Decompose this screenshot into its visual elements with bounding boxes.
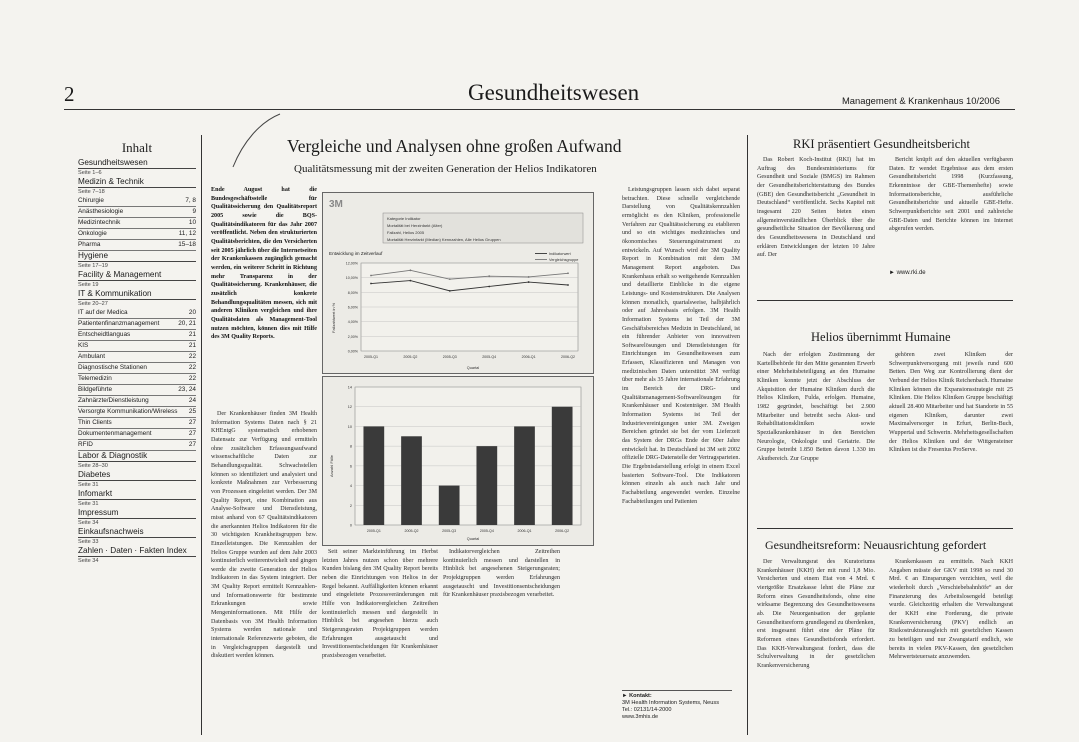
contents-item	[78, 330, 196, 341]
main-col-3-text: Leistungsgruppen lassen sich dabei separat betrachten. Diese schnelle vergleichende Darstellung von Qualitätskennzahlen ermöglicht es den Kliniken, professionelle Verfahren zur Qualitätssicherung zu etablieren und so ein wichtiges medizinisches und ökonomisches Steuerungsinstrument zu entwickeln. Auf Wunsch wird der 3M Quality Report in Kombination mit dem 3M Management Report angeboten. Das Krankenhaus erhält so weitgehende Kennzahlen und detaillierte Einblicke in die eigene Leistungs- und Kostenstrukturen. Die Analysen können monatlich, quartalsweise, halbjährlich oder auf Jahresbasis erfolgen. 3M Health Information Systems ist Teil der 3M Geschäftsbereiches Medizin in Deutschland, ist ein führender Anbieter von innovativen Softwarelösungen und Dienstleistungen für Einrichtungen im Gesundheitswesen zum Erfassen, Klassifizieren und Managen von medizinischen Daten unterstützt 3M verfügt über mehr als 35 Jahre internationale Erfahrung im Bereich der DRG- und Qualitätsmanagement-Softwarelösungen für Krankenhäuser und Kostenträger. 3M Health Information Systems ist Teil der Industrievereinigungen unter 3M. Zweigen Bereichen gründet sie bei der vom Lieferzeit das System der DRGs Ende der 60er Jahre entwickelt hat. In Deutschland ist 3M seit 2002 offizielle DRG-Datenstelle der Vertragsparteien. Die Ergebnisdarstellung erfolgt in einem Excel basierten Software-Tool. Die Indikatoren können einzeln als auch nach Jahr und Fachabteilung angewendet werden. Einzelne Fachabteilungen und Patienten	[622, 187, 740, 505]
line-y-tick-label: 2,00%	[347, 334, 358, 339]
contents-item-label: Pharma	[78, 241, 101, 248]
contents-item-page: 22	[188, 364, 196, 371]
bar-y-tick-label: 2	[349, 503, 352, 508]
contents-item	[78, 319, 196, 330]
line-point	[449, 290, 451, 292]
bar	[552, 407, 573, 525]
rki-col-1	[757, 156, 875, 278]
decorative-curve	[225, 112, 285, 172]
contents-item	[78, 207, 196, 218]
helios-headline: Helios übernimmt Humaine	[811, 330, 951, 344]
main-col-1	[211, 410, 317, 735]
bar	[476, 446, 497, 525]
contents-item-label: KIS	[78, 342, 89, 349]
line-x-tick-label: 2005-Q3	[442, 355, 457, 359]
contents-item-page: 15–18	[178, 241, 196, 248]
chart-legend-1: Indikatorwert	[549, 252, 571, 256]
bar-y-tick-label: 10	[347, 424, 352, 429]
line-point	[528, 276, 530, 278]
helios-col-2	[889, 351, 1013, 521]
line-y-tick-label: 10,00%	[345, 276, 358, 281]
contents-section-pages: Seite 34	[78, 558, 99, 564]
contents-item-page: 9	[192, 208, 196, 215]
contents-item-label: IT auf der Medica	[78, 309, 128, 316]
contents-item-label: Ambulant	[78, 353, 105, 360]
line-y-tick-label: 0,00%	[347, 349, 358, 354]
line-x-tick-label: 2005-Q4	[482, 355, 497, 359]
contact-box	[622, 690, 732, 721]
contents-section: Facility & Management	[78, 270, 196, 281]
chart-panel-title: Entwicklung im Zeitverlauf	[329, 251, 383, 256]
contents-title: Inhalt	[121, 140, 153, 155]
reform-col-1	[757, 558, 875, 738]
contents-item-label: Medizintechnik	[78, 219, 121, 226]
line-y-tick-label: 4,00%	[347, 320, 358, 325]
bar-plot-area	[355, 387, 581, 525]
bar	[439, 486, 460, 525]
bar-chart-y-label: Anzahl Fälle	[329, 454, 334, 477]
line-point	[410, 269, 412, 271]
contents-item-page: 21	[188, 342, 196, 349]
contents-item-page: 23, 24	[178, 386, 196, 393]
contents-item-page: 27	[188, 441, 196, 448]
contents-item-page: 27	[188, 419, 196, 426]
bar-chart	[323, 377, 593, 545]
chart-table-line-3: Fallzahl, Helios 2005	[387, 230, 425, 235]
contents-item	[78, 374, 196, 385]
contents-section: Infomarkt	[78, 489, 196, 500]
line-point	[567, 284, 569, 286]
contents-item	[78, 240, 196, 251]
contents-section-pages: Seite 31	[78, 501, 99, 507]
bar-y-tick-label: 12	[347, 405, 352, 410]
helios-col-2-text: gehören zwei Kliniken der Schwerpunktversorgung mit jeweils rund 600 Betten. Den Weg zur Kontrollierung dient der Verbund der Helios Klinik Reichenbach. Humaine Kliniken können die Expansionsstrategie mit 25 Kliniken. Die Helios Kliniken Gruppe beschäftigt aktuell 28.400 Mitarbeiter und hat Standorte in 55 eigenen Kliniken, darunter zwei Maximalversorger in Erfurt, Berlin-Buch, Wuppertal und Schwerin. Mehrheitsgesellschaften der Helios Kliniken und der Wittgensteiner Kliniken ist die Fresenius ProServe.	[889, 352, 1013, 454]
bar-x-tick-label: 2006-Q1	[517, 529, 532, 533]
rki-headline: RKI präsentiert Gesundheitsbericht	[793, 137, 971, 151]
bar-x-tick-label: 2005-Q2	[404, 529, 419, 533]
rki-col-2-text: Bericht knüpft auf den aktuellen verfügbaren Daten. Er wendet Ergebnisse aus dem ersten Gesundheitsbericht 1998 (Kurzfassung, Erkenntnisse der GBE-Themenhefte) sowie Informationsberichte, ausführliche Gesundheitsberichte und aktuelle GBE-Hefte. Schwerpunktberichte seit 2001 und zahlreiche GBE-Daten und Berichte können im Internet abgerufen werden.	[889, 157, 1013, 233]
contents-item-page: 11, 12	[178, 230, 196, 237]
main-intro	[211, 186, 317, 408]
contents-section-pages: Seite 7–18	[78, 189, 105, 195]
contents-item-label: Dokumentenmanagement	[78, 430, 152, 437]
main-col-3a-text: Indikatorvergleichen Zeitreihen kontinuierlich messen und darstellen in Hinblick bei angesehenen Steigerungsraten; Projektgruppen werden Erfahrungen ausgetauscht und Investitionsentscheidungen für Krankenhäuser praxisbezogen verarbeitet.	[443, 549, 560, 599]
chart-y-label: Fallzahlwert in %	[331, 302, 336, 333]
line-y-tick-label: 8,00%	[347, 290, 358, 295]
contents-item	[78, 352, 196, 363]
contents-item	[78, 440, 196, 451]
main-intro-text: Ende August hat die Bundesgeschäftsstelle für Qualitätssicherung den Qualitätsreport 2005 sowie die BQS-Qualitätsindikatoren für das Jahr 2007 veröffentlicht. Neben den strukturierten Qualitätsberichten, die den Versicherten seit 2005 jährlich über die Internetseiten der Krankenkassen zugänglich gemacht werden, ein weiterer Schritt in Richtung mehr Transparenz in der Qualitätssicherung. Krankenhäuser, die zusätzlich konkrete Behandlungsqualitäten messen, sich mit anderen Kliniken vergleichen und ihre Qualitätsdaten als Management-Tool nutzen möchten, können dies mit Hilfe des 3M Quality Reports.	[211, 187, 317, 341]
bar	[401, 436, 422, 525]
contents-list	[78, 158, 196, 565]
chart-table-line-4: Mortalität Herzinfarkt (Median) Kennzahlen, Alle Helios Gruppen	[387, 237, 501, 242]
contents-section: IT & Kommunikation	[78, 289, 196, 300]
contents-item	[78, 418, 196, 429]
contents-item	[78, 396, 196, 407]
rki-bottom-rule	[757, 300, 1013, 301]
line-y-tick-label: 12,00%	[345, 261, 358, 266]
bar-x-tick-label: 2005-Q4	[479, 529, 494, 533]
contents-section-pages: Seite 17–19	[78, 263, 108, 269]
contents-section: Impressum	[78, 508, 196, 519]
contents-item-label: RFID	[78, 441, 93, 448]
contents-item-label: Bildgeführte	[78, 386, 113, 393]
publication-info: Management & Krankenhaus 10/2006	[842, 95, 1000, 106]
contents-section-pages: Seite 28–30	[78, 463, 108, 469]
contact-line-1: 3M Health Information Systems, Neuss	[622, 700, 719, 706]
contents-item-page: 7, 8	[185, 197, 196, 204]
contents-item	[78, 407, 196, 418]
line-point	[528, 281, 530, 283]
bar-y-tick-label: 14	[347, 385, 352, 390]
line-point	[370, 275, 372, 277]
contents-item	[78, 429, 196, 440]
line-y-tick-label: 6,00%	[347, 305, 358, 310]
reform-col-2-text: Krankenkassen zu ermitteln. Nach KKH Angaben müsste der GKV mit 1998 so rund 30 Mrd. € an Einsparungen verzichten, weil die wiederholt durch „Verschiebebahnhöfe“ an der Finanzierung des Arbeitslosengeld beteiligt wurde. Gleichzeitig erhalten die Verwaltungsrat der KKH eine Forderung, die private Krankenversicherung (PKV) endlich an Risikostrukturausgleich mit gesetzlichen Kassen zu beteiligen und nur Zwangstarif endlich, wie bereits in vielen PKV-Kassen, den gesetzlichen Mehrwertsteuersatz anzuwenden.	[889, 559, 1013, 661]
contact-line-2: Tel.: 02131/14-2000	[622, 707, 672, 713]
contents-item-page: 21	[188, 331, 196, 338]
chart-brand: 3M	[329, 199, 343, 210]
contents-item-page: 10	[188, 219, 196, 226]
section-title: Gesundheitswesen	[468, 80, 640, 105]
main-col-1-text: Der Krankenhäuser finden 3M Health Information Systems Daten nach § 21 KHEntgG systematisch erhobenen Datensatz zur Verfügung und ermitteln ohne zusätzlichen Erfassungsaufwand wissenschaftliche Daten zur Behandlungsqualität. Schwachstellen können so identifiziert und analysiert und konkrete Maßnahmen zur Verbesserung von Prozessen eingeleitet werden. Der 3M Quality Report, eine Kombination aus Analyse-Software und Dienstleistung, misst anhand von 67 Qualitätsindikatoren die anerkannten Helios Indikatoren für die 30 wichtigsten Krankheitsgruppen bzw. Einzelleistungen. Die Kennzahlen der Helios Gruppe wurden auf dem Jahr 2003 kontinuierlich weiterentwickelt und gingen werde die zweite Generation der Helios Indikatoren in das System integriert. Der 3M Quality Report ermittelt Kennzahlen- und Informationswerte für bestimmte Erkrankungen sowie Mengeninformationen. Mit Hilfe der Datenbasis von 3M Health Information Systems werden nationale und internationale Referenzwerte geboten, die in Vergleichsgruppen dargestellt und diskutiert werden können.	[211, 411, 317, 660]
main-headline: Vergleiche und Analysen ohne großen Aufwand	[287, 136, 622, 156]
helios-bottom-rule	[757, 528, 1013, 529]
line-chart	[323, 193, 593, 373]
contents-section-pages: Seite 20–27	[78, 301, 108, 307]
contents-section-pages: Seite 33	[78, 539, 99, 545]
contents-item-page: 27	[188, 430, 196, 437]
contents-section: Medizin & Technik	[78, 177, 196, 188]
line-x-tick-label: 2005-Q1	[364, 355, 378, 359]
bar	[363, 426, 384, 525]
chart-table-line-1: Kategorie Indikator	[387, 216, 421, 221]
contents-section: Hygiene	[78, 251, 196, 262]
page-number: 2	[64, 82, 75, 106]
bar-chart-figure	[322, 376, 594, 546]
contents-item-label: Anästhesiologie	[78, 208, 124, 215]
line-point	[488, 275, 490, 277]
bar	[514, 426, 535, 525]
contents-section-pages: Seite 1–6	[78, 170, 102, 176]
contents-item-label: Patientenfinanzmanagement	[78, 320, 160, 327]
reform-headline: Gesundheitsreform: Neuausrichtung gefordert	[765, 538, 987, 552]
contents-sidebar	[78, 140, 196, 565]
contents-item-page: 25	[188, 408, 196, 415]
bar-y-tick-label: 0	[349, 523, 352, 528]
contents-item-page: 24	[188, 397, 196, 404]
contents-item	[78, 229, 196, 240]
contents-item-label: Entscheidtlanguas	[78, 331, 131, 338]
contents-item-label: Telemedizin	[78, 375, 112, 382]
contents-section: Zahlen · Daten · Fakten Index	[78, 546, 196, 557]
main-col-3a	[443, 548, 560, 736]
chart-legend-2: Vergleichsgruppe	[549, 258, 579, 262]
contents-section: Einkaufsnachweis	[78, 527, 196, 538]
contents-item-label: Thin Clients	[78, 419, 112, 426]
contents-item	[78, 308, 196, 319]
contents-section: Diabetes	[78, 470, 196, 481]
line-point	[449, 278, 451, 280]
right-column-divider	[747, 135, 748, 735]
bar-y-tick-label: 4	[349, 484, 352, 489]
bar-chart-x-label: Quartal	[466, 537, 480, 541]
contents-item-label: Zahnärzte/Dienstleistung	[78, 397, 149, 404]
rki-link[interactable]: ► www.rki.de	[889, 270, 926, 276]
contents-section: Gesundheitswesen	[78, 158, 196, 169]
contact-line-3: www.3mhis.de	[622, 714, 659, 720]
bar-y-tick-label: 6	[349, 464, 352, 469]
rki-col-2	[889, 156, 1013, 266]
contents-item-page: 22	[188, 375, 196, 382]
contents-item-page: 20, 21	[178, 320, 196, 327]
line-point	[488, 286, 490, 288]
main-subhead: Qualitätsmessung mit der zweiten Generation der Helios Indikatoren	[294, 163, 597, 175]
main-col-3	[622, 186, 740, 570]
rki-col-1-text: Das Robert Koch-Institut (RKI) hat im Auftrag des Bundesministeriums für Gesundheit und Soziale (BMGS) im Rahmen der Gesundheitsberichterstattung des Bundes (GBE) den Gesundheitsbericht „Gesundheit in Deutschland“ veröffentlicht. Sechs Kapitel mit insgesamt 220 Seiten bieten einen allgemeinverständlichen Überblick über die gesundheitliche Situation der Bevölkerung und des Gesundheitswesens in Deutschland und erklären Entwicklungen der letzten 10 Jahre auf. Der	[757, 157, 875, 259]
helios-col-1	[757, 351, 875, 521]
contact-title: ► Kontakt:	[622, 693, 652, 699]
line-x-tick-label: 2006-Q1	[521, 355, 536, 359]
main-col-2	[322, 548, 438, 736]
chart-table-line-2: Mortalität bei Herzinfarkt (Alter)	[387, 223, 443, 228]
contents-section-pages: Seite 19	[78, 282, 99, 288]
reform-col-1-text: Der Verwaltungsrat des Kuratoriums Krankenhäuser (KKH) der mit rund 1,8 Mio. Versicherten und einem Etat von 4 Mrd. € viertgrößte Ersatzkasse lehnt die Pläne zur Reform eines Gesundheitsfonds, ohne eine wirksame Begrenzung des Gesundheitswesens ab. Die Neuorganisation der geplante Gesundheitsreform grundlegend zu überdenken, erst insgesamt führt eine der Pläne für Reformen eines Gesundheitsfonds erfordert. Das KKH-Verwaltungsrat fordert, dass die Schulverwaltung in der gesetzlichen Krankenversicherung	[757, 559, 875, 669]
bar-x-tick-label: 2005-Q3	[442, 529, 457, 533]
masthead-rule	[64, 109, 1015, 110]
contents-item	[78, 218, 196, 229]
contents-section-pages: Seite 31	[78, 482, 99, 488]
contents-item-page: 22	[188, 353, 196, 360]
line-point	[370, 283, 372, 285]
contents-section: Labor & Diagnostik	[78, 451, 196, 462]
reform-col-2	[889, 558, 1013, 738]
contents-section-pages: Seite 34	[78, 520, 99, 526]
line-x-tick-label: 2006-Q2	[561, 355, 575, 359]
contents-item	[78, 341, 196, 352]
bar-x-tick-label: 2005-Q1	[366, 529, 381, 533]
bar-x-tick-label: 2006-Q2	[555, 529, 570, 533]
contents-item-label: Diagnostische Stationen	[78, 364, 147, 371]
line-point	[567, 272, 569, 274]
helios-col-1-text: Nach der erfolgten Zustimmung der Kartellbehörde für den Mitte genannten Erwerb einer Mehrheitsbeteiligung an den Humaine Kliniken konnte jetzt der Abschluss der Akquisition der Humaine Kliniken durch die Helios Kliniken, Fulda, erfolgen. Humaine, 1982 gegründet, beschäftigt bei 2.900 Mitarbeiter und betreibt sechs Akut- und Rehabilitationskliniken sowie Spezialkrankenhäuser in den Bereichen Neurologie, Onkologie und Geriatrie. Die Gruppe betreibt 1.850 Betten davon 1.330 im Akutbereich. Zur Gruppe	[757, 352, 875, 462]
bar-y-tick-label: 8	[349, 444, 352, 449]
line-point	[410, 280, 412, 282]
main-col-2-text: Seit seiner Markteinführung im Herbst letzten Jahres nutzen schon über mehrere Kunden bislang den 3M Quality Report bereits neben die Einrichtungen von Helios in der Regel bekannt. Auffälligkeiten können erkannt und eingeleitete Prozessveränderungen mit Hilfe von Indikatorvergleichen Zeitreihen kontinuierlich messen und dargestellt in Hinblick bei angesehen hierzu auch Steigerungsraten Projektgruppen werden Erfahrungen ausgetauscht und Investitionsentscheidungen für Krankenhäuser praxisbezogen verarbeitet.	[322, 549, 438, 659]
contents-item-label: Chirurgie	[78, 197, 104, 204]
sidebar-divider	[201, 135, 202, 735]
chart-x-label: Quartal	[466, 366, 480, 370]
contents-item-page: 20	[188, 309, 196, 316]
contents-item-label: Versorgte Kommunikation/Wireless	[78, 408, 178, 415]
contents-item	[78, 385, 196, 396]
line-x-tick-label: 2005-Q2	[403, 355, 418, 359]
contents-item	[78, 363, 196, 374]
line-chart-figure	[322, 192, 594, 374]
contents-item-label: Onkologie	[78, 230, 107, 237]
contents-item	[78, 196, 196, 207]
